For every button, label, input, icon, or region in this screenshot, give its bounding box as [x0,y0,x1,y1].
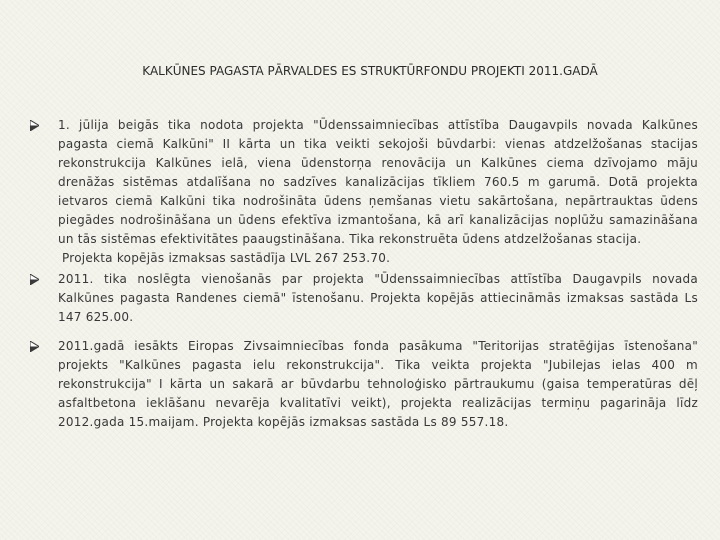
bullet-text: 1. jūlija beigās tika nodota projekta "Ūdenssaimniecības attīstība Daugavpils novada Kalkūnes pagasta ciemā Kalkūni" II kārta un tika veikti sekojoši būvdarbi: vienas atdzelžošanas stacijas rekonstrukcija Kalkūnes ielā, viena ūdenstorņa renovācija un Kalkūnes ciema dzīvojamo māju drenāžas sistēmas atdalīšana no sadzīves kanalizācijas tīkliem 760.5 m garumā. Dotā projekta ietvaros ciemā Kalkūni tika nodrošināta ūdens ņemšanas vietu sakārtošana, nepārtrauktas ūdens piegādes nodrošināšana un ūdens efektīva izmantošana, kā arī kanalizācijas noplūžu samazināšana un tās sistēmas efektivitātes paaugstināšana. Tika rekonstruēta ūdens atdzelžošanas stacija. [58,118,698,246]
bullet-text: 2011.gadā iesākts Eiropas Zivsaimniecības fonda pasākuma "Teritorijas stratēģijas īstenošana" projekts "Kalkūnes pagasta ielu rekonstrukcija". Tika veikta projekta "Jubilejas ielas 400 m rekonstrukcija" I kārta un sakarā ar būvdarbu tehnoloģisko pārtraukumu (gaisa temperatūras dēļ asfaltbetona ieklāšanu nevarēja kvalitatīvi veikt), projekta realizācijas termiņu pagarināja līdz 2012.gada 15.maijam. Projekta kopējās izmaksas sastāda Ls 89 557.18. [58,339,698,429]
list-item [30,270,698,327]
arrow-bullet-icon [30,116,42,135]
arrow-bullet-icon [30,270,42,289]
slide-title: KALKŪNES PAGASTA PĀRVALDES ES STRUKTŪRFONDU PROJEKTI 2011.GADĀ [142,64,598,78]
project-cost-line: Projekta kopējās izmaksas sastādīja LVL 267 253.70. [62,251,391,265]
bullet-text: 2011. tika noslēgta vienošanās par projekta "Ūdenssaimniecības attīstība Daugavpils novada Kalkūnes pagasta Randenes ciemā" īstenošanu. Projekta kopējās attiecināmās izmaksas sastāda Ls 147 625.00. [58,272,698,324]
list-item [30,337,698,432]
bullet-list [30,116,698,432]
list-item [30,116,698,249]
arrow-bullet-icon [30,337,42,356]
